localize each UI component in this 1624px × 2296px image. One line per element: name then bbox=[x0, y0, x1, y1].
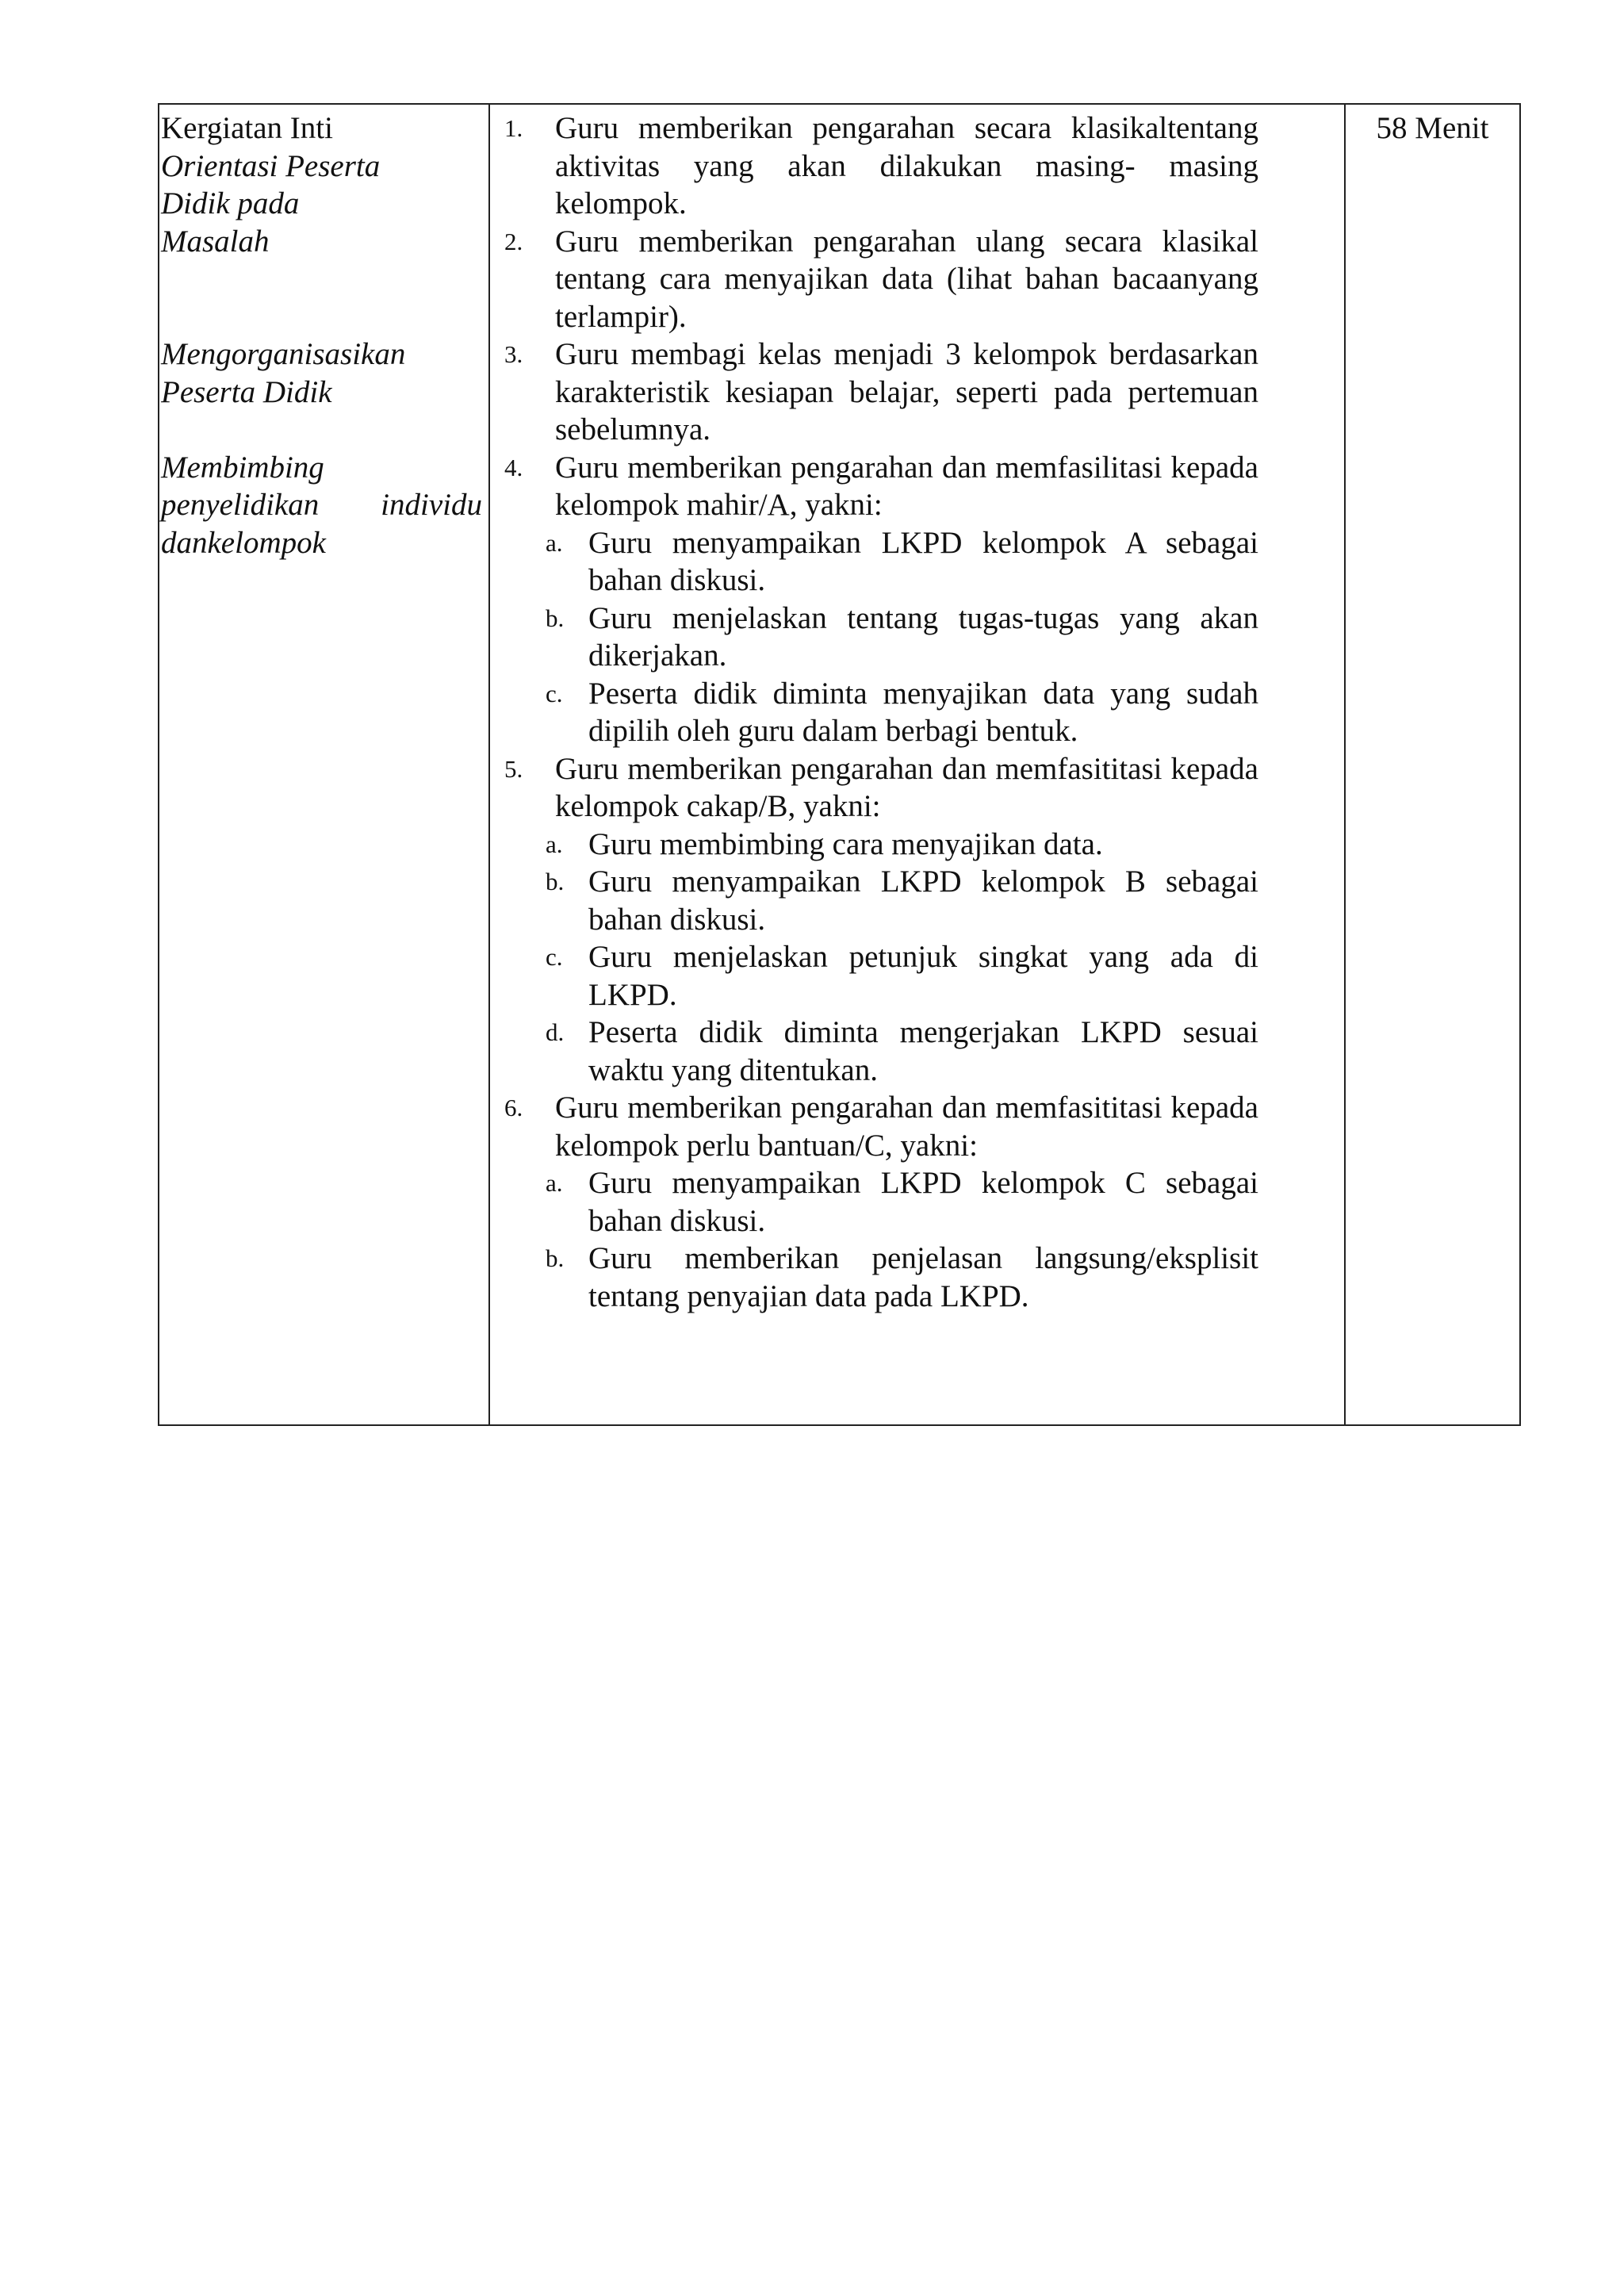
list-item bbox=[504, 750, 1258, 826]
list-item bbox=[504, 335, 1258, 449]
sub-step-text: Guru menyampaikan LKPD kelompok A sebagai bahan diskusi. bbox=[588, 525, 1258, 597]
step-number: 2. bbox=[504, 227, 523, 255]
sub-step-letter: a. bbox=[546, 1169, 563, 1197]
list-item bbox=[504, 109, 1258, 223]
step-text: Guru memberikan pengarahan secara klasikaltentang aktivitas yang akan dilakukan masing- masing kelompok. bbox=[555, 111, 1258, 220]
lesson-plan-table bbox=[158, 103, 1521, 1426]
stage-orientation-line-1: Orientasi Peserta bbox=[161, 148, 381, 183]
spacer bbox=[161, 298, 482, 336]
stage-organize-line-1: Mengorganisasikan bbox=[161, 337, 406, 371]
step-number: 3. bbox=[504, 340, 523, 368]
step-text: Guru membagi kelas menjadi 3 kelompok berdasarkan karakteristik kesiapan belajar, seperti pada pertemuan sebelumnya. bbox=[555, 337, 1258, 447]
stage-main-title: Kergiatan Inti bbox=[161, 111, 333, 145]
sub-step-letter: a. bbox=[546, 528, 563, 557]
time-cell bbox=[1345, 104, 1520, 1425]
sub-step-text: Guru menjelaskan petunjuk singkat yang ada di LKPD. bbox=[588, 940, 1258, 1012]
spacer bbox=[161, 260, 482, 298]
sub-step-letter: c. bbox=[546, 679, 563, 707]
sub-step-text: Guru memberikan penjelasan langsung/eksplisit tentang penyajian data pada LKPD. bbox=[588, 1241, 1258, 1313]
step-number: 4. bbox=[504, 453, 523, 481]
list-item bbox=[504, 449, 1258, 524]
stage-guide-line-3: dankelompok bbox=[161, 525, 326, 560]
sub-list-item bbox=[504, 600, 1258, 675]
step-number: 6. bbox=[504, 1094, 523, 1121]
step-text: Guru memberikan pengarahan dan memfasititasi kepada kelompok cakap/B, yakni: bbox=[555, 751, 1258, 823]
sub-list-item bbox=[504, 675, 1258, 750]
sub-step-letter: c. bbox=[546, 943, 563, 971]
sub-step-text: Peserta didik diminta menyajikan data yang sudah dipilih oleh guru dalam berbagi bentuk. bbox=[588, 676, 1258, 748]
sub-step-text: Guru menjelaskan tentang tugas-tugas yang akan dikerjakan. bbox=[588, 600, 1258, 673]
stage-cell bbox=[159, 104, 489, 1425]
sub-list-item bbox=[504, 1014, 1258, 1089]
sub-step-letter: a. bbox=[546, 830, 563, 858]
duration-text: 58 Menit bbox=[1376, 111, 1489, 145]
spacer bbox=[161, 411, 482, 449]
stage-orientation-line-2: Didik pada bbox=[161, 186, 300, 220]
step-text: Guru memberikan pengarahan dan memfasilitasi kepada kelompok mahir/A, yakni: bbox=[555, 450, 1258, 522]
list-item bbox=[504, 1089, 1258, 1164]
table-row bbox=[159, 104, 1520, 1425]
activity-cell bbox=[489, 104, 1345, 1425]
list-item bbox=[504, 223, 1258, 336]
sub-step-text: Peserta didik diminta mengerjakan LKPD sesuai waktu yang ditentukan. bbox=[588, 1015, 1258, 1087]
stage-guide-line-2: penyelidikan individu bbox=[161, 488, 482, 522]
sub-list-item bbox=[504, 1164, 1258, 1240]
step-text: Guru memberikan pengarahan ulang secara klasikal tentang cara menyajikan data (lihat bahan bacaanyang terlampir). bbox=[555, 224, 1258, 334]
stage-orientation-line-3: Masalah bbox=[161, 224, 270, 259]
sub-step-text: Guru menyampaikan LKPD kelompok C sebagai bahan diskusi. bbox=[588, 1166, 1258, 1238]
stage-organize-line-2: Peserta Didik bbox=[161, 374, 332, 409]
step-number: 1. bbox=[504, 114, 523, 142]
sub-step-letter: d. bbox=[546, 1018, 565, 1046]
sub-step-text: Guru membimbing cara menyajikan data. bbox=[588, 826, 1103, 861]
sub-list-item bbox=[504, 524, 1258, 600]
sub-list-item bbox=[504, 1240, 1258, 1315]
stage-guide-line-1: Membimbing bbox=[161, 450, 324, 485]
sub-step-letter: b. bbox=[546, 604, 565, 632]
sub-step-letter: b. bbox=[546, 1244, 565, 1272]
sub-step-letter: b. bbox=[546, 868, 565, 895]
sub-list-item bbox=[504, 826, 1258, 864]
sub-list-item bbox=[504, 863, 1258, 938]
step-text: Guru memberikan pengarahan dan memfasititasi kepada kelompok perlu bantuan/C, yakni: bbox=[555, 1091, 1258, 1163]
sub-step-text: Guru menyampaikan LKPD kelompok B sebagai bahan diskusi. bbox=[588, 864, 1258, 937]
step-number: 5. bbox=[504, 754, 523, 783]
step-list bbox=[490, 105, 1344, 1315]
sub-list-item bbox=[504, 938, 1258, 1014]
